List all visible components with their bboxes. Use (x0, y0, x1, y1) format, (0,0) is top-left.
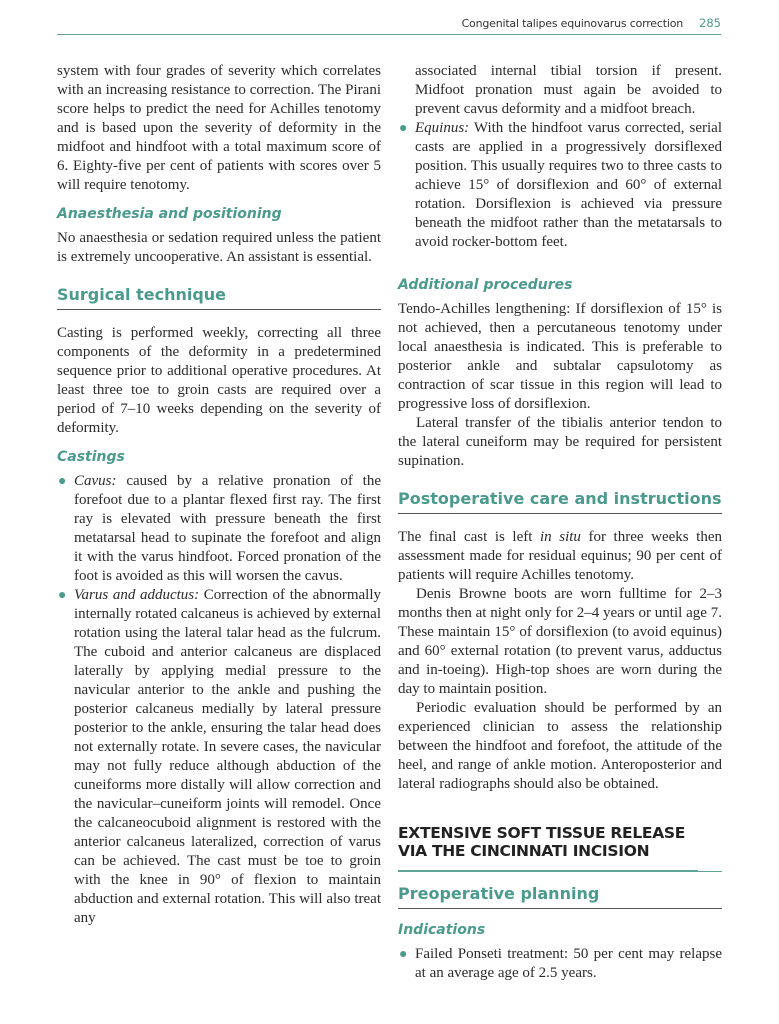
castings-item-varus-adductus (57, 586, 381, 928)
equinus-list (398, 119, 722, 252)
in-situ-italic: in situ (540, 529, 581, 545)
major-section-heading: EXTENSIVE SOFT TISSUE RELEASE VIA THE CINCINNATI INCISION (398, 824, 698, 871)
running-title: Congenital talipes equinovarus correction (461, 17, 683, 30)
bullet-icon: ● (58, 474, 67, 489)
item-text: caused by a relative pronation of the forefoot due to a plantar flexed first ray. The first ray is elevated with pressure beneath the first metatarsal head to supinate the forefoot and align it with the varus hindfoot. Forced pronation of the foot is avoided as this will worsen the cavus. (74, 473, 381, 584)
term: Varus and adductus: (74, 587, 200, 603)
bullet-icon: ● (58, 588, 67, 603)
divider (398, 871, 722, 872)
surgical-technique-text: Casting is performed weekly, correcting all three components of the deformity in a predetermined sequence prior to additional operative procedures. At least three toe to groin casts are required over a period of 7–10 weeks depending on the severity of deformity. (57, 325, 381, 436)
castings-item-cavus (57, 472, 381, 586)
text-span: The final cast is left (398, 529, 540, 545)
postoperative-heading: Postoperative care and instructions (398, 489, 722, 514)
castings-list (57, 472, 381, 928)
indications-item (398, 945, 722, 983)
postoperative-p1 (398, 528, 722, 585)
anaesthesia-heading: Anaesthesia and positioning (57, 206, 282, 222)
indications-list (398, 945, 722, 983)
term: Equinus: (415, 120, 470, 136)
preoperative-heading: Preoperative planning (398, 884, 722, 909)
additional-procedures-p1: Tendo-Achilles lengthening: If dorsiflexion of 15° is not achieved, then a percutaneous tenotomy under local anaesthesia is indicated. This is preferable to posterior ankle and subtalar capsulotomy as contraction of scar tissue in this region will lead to progressive loss of dorsiflexion. (398, 301, 722, 412)
page-header (57, 14, 721, 35)
additional-procedures-heading: Additional procedures (398, 277, 573, 293)
item-text: With the hindfoot varus corrected, serial casts are applied in a progressively dorsiflexed position. This usually requires two to three casts to achieve 15° of dorsiflexion and 60° of external rotation. Dorsiflexion is achieved via pressure beneath the midfoot rather than the metatarsals to avoid rocker-bottom feet. (415, 120, 722, 250)
item-text: Correction of the abnormally internally rotated calcaneus is achieved by external rotation using the lateral talar head as the fulcrum. The cuboid and anterior calcaneus are displaced laterally by applying medial pressure to the navicular anterior to the ankle and pushing the posterior calcaneus medially by lateral pressure posterior to the ankle, ensuring the talar head does not externally rotate. In severe cases, the navicular may not fully reduce although abduction of the cuneiforms more distally will allow correction and the navicular–cuneiform joints will remodel. Once the calcaneocuboid alignment is restored with the anterior calcaneus lateralized, correction of varus can be achieved. The cast must be toe to groin with the knee in 90° of flexion to maintain abduction and external rotation. This will also treat any (74, 587, 381, 926)
item-text: Failed Ponseti treatment: 50 per cent may relapse at an average age of 2.5 years. (415, 946, 722, 981)
right-column (398, 62, 722, 983)
text-span: for three weeks then assessment made for residual equinus; 90 per cent of patients will require Achilles tenotomy. (398, 529, 723, 583)
bullet-icon: ● (399, 121, 408, 136)
indications-heading: Indications (398, 922, 486, 938)
surgical-technique-heading: Surgical technique (57, 285, 381, 310)
continued-text: associated internal tibial torsion if present. Midfoot pronation must again be avoided to prevent cavus deformity and a midfoot breach. (415, 63, 722, 117)
postoperative-p3: Periodic evaluation should be performed by an experienced clinician to assess the relationship between the hindfoot and forefoot, the attitude of the heel, and range of ankle motion. Anteroposterior and lateral radiographs should also be obtained. (398, 700, 722, 792)
additional-procedures-p2: Lateral transfer of the tibialis anterior tendon to the lateral cuneiform may be required for persistent supination. (398, 415, 722, 469)
postoperative-p2: Denis Browne boots are worn fulltime for 2–3 months then at night only for 2–4 years or until age 7. These maintain 15° of dorsiflexion (to avoid equinus) and 60° external rotation (to prevent varus, adductus and in-toeing). High-top shoes are worn during the day to maintain position. (398, 586, 722, 697)
anaesthesia-text: No anaesthesia or sedation required unless the patient is extremely uncooperative. An assistant is essential. (57, 230, 381, 265)
term: Cavus: (74, 473, 117, 489)
page-number: 285 (699, 16, 721, 30)
bullet-icon: ● (399, 947, 408, 962)
castings-heading: Castings (57, 449, 125, 465)
left-column (57, 62, 381, 928)
castings-item-equinus (398, 119, 722, 252)
intro-paragraph: system with four grades of severity which correlates with an increasing resistance to correction. The Pirani score helps to predict the need for Achilles tenotomy and is based upon the severity of deformity in the midfoot and hindfoot with a total maximum score of 6. Eighty-five per cent of patients with scores over 5 will require tenotomy. (57, 63, 381, 193)
